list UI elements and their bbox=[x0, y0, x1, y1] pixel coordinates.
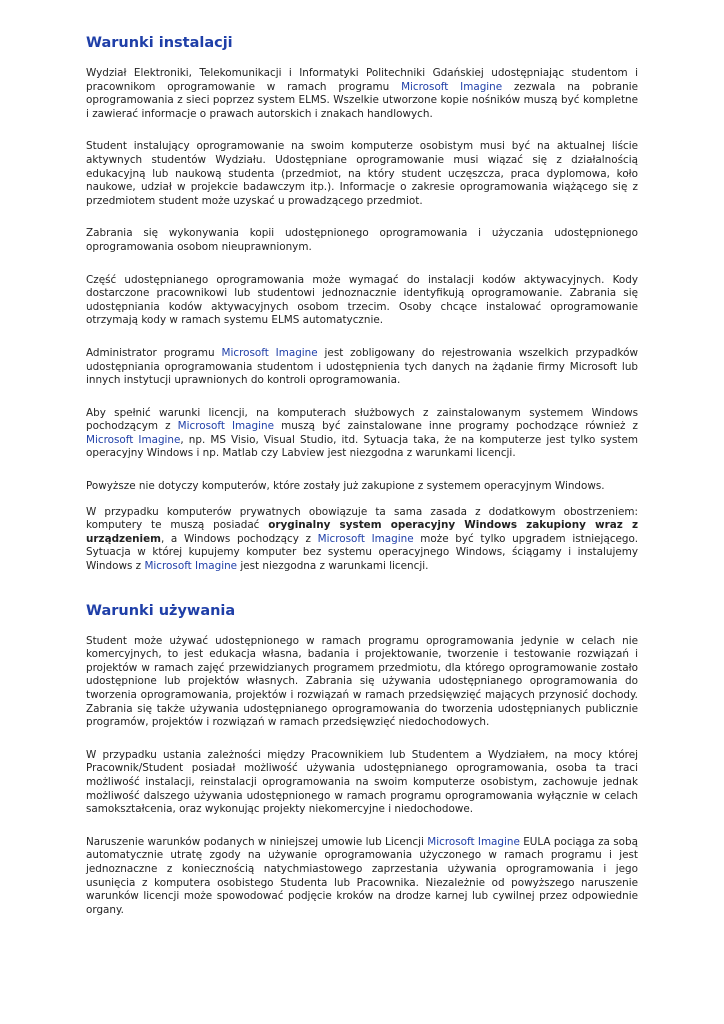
install-heading: Warunki instalacji bbox=[86, 35, 233, 51]
microsoft-imagine-link[interactable]: Microsoft Imagine bbox=[86, 433, 181, 446]
paragraph-text: Wydział Elektroniki, Telekomunikacji i Informatyki Politechniki Gdańskiej udostępniając studentom i pracownikom oprogramowanie w ramach programu bbox=[86, 67, 638, 93]
microsoft-imagine-link[interactable]: Microsoft Imagine bbox=[427, 835, 520, 848]
document-page bbox=[86, 34, 638, 936]
paragraph-text: jest zobligowany do rejestrowania wszelkich przypadków udostępniania oprogramowania studentom i udostępnienia tych danych na żądanie firmy Microsoft lub innych instytucji uprawnionych do kontroli oprogramowania. bbox=[86, 346, 638, 387]
paragraph-text: EULA pociąga za sobą automatycznie utratę zgody na używanie oprogramowania użyczonego w ramach programu i jest jednoznaczne z koniecznością natychmiastowego zaprzestania używania oprogramowania i jego usunięcia z komputera osobistego Studenta lub Pracownika. Niezależnie od powyższego naruszenie warunków licencji może spowodować podjęcie kroków na drodze karnej lub cywilnej przez odpowiednie organy. bbox=[86, 835, 638, 916]
paragraph-text: Aby spełnić warunki licencji, na komputerach służbowych z zainstalowanym systemem Windows pochodzącym z bbox=[86, 406, 638, 433]
paragraph-text: W przypadku ustania zależności między Pracownikiem lub Studentem a Wydziałem, na mocy której Pracownik/Student posiadał możliwość używania udostępnianego oprogramowania, osoba ta traci możliwość instalacji, reinstalacji oprogramowania na swoim komputerze osobistym, zachowuje jednak możliwość dalszego używania udostępnionego w ramach programu oprogramowania wyłącznie w celach samokształcenia, oraz wykonując projekty niekomercyjne i niedochodowe. bbox=[86, 748, 638, 816]
paragraph-text: , np. MS Visio, Visual Studio, itd. Sytuacja taka, że na komputerze jest tylko system operacyjny Windows i np. Matlab czy Labview jest niezgodna z warunkami licencji. bbox=[86, 433, 638, 460]
emphasis-text: oryginalny system operacyjny Windows zakupiony wraz z urządzeniem bbox=[86, 519, 638, 545]
usage-paragraph-1 bbox=[86, 635, 638, 730]
microsoft-imagine-link[interactable]: Microsoft Imagine bbox=[401, 80, 503, 93]
paragraph-text: jest niezgodna z warunkami licencji. bbox=[237, 560, 429, 573]
microsoft-imagine-link[interactable]: Microsoft Imagine bbox=[177, 420, 274, 433]
install-paragraph-5 bbox=[86, 347, 638, 388]
usage-paragraph-3 bbox=[86, 836, 638, 918]
microsoft-imagine-link[interactable]: Microsoft Imagine bbox=[221, 346, 318, 359]
paragraph-text: Student instalujący oprogramowanie na swoim komputerze osobistym musi być na aktualnej liście aktywnych studentów Wydziału. Udostępniane oprogramowanie musi wiązać się z działalnością edukacyjną lub naukową studenta (przedmiot, na który student uczęszcza, praca dyplomowa, koło naukowe, udział w projekcie badawczym itp.). Informacje o zakresie oprogramowania wiążącego się z przedmiotem student może uzyskać u prowadzącego przedmiot. bbox=[86, 140, 638, 207]
paragraph-text: może być tylko upgradem istniejącego. Sytuacja w której kupujemy komputer bez systemu operacyjnego Windows, ściągamy i instalujemy Windows z bbox=[86, 532, 638, 573]
paragraph-text: Część udostępnianego oprogramowania może wymagać do instalacji kodów aktywacyjnych. Kody dostarczone pracownikowi lub studentowi jednoznacznie identyfikują oprogramowanie. Zabrania się udostępniania kodów aktywacyjnych osobom trzecim. Osoby chcące instalować oprogramowanie otrzymają kody w ramach systemu ELMS automatycznie. bbox=[86, 273, 638, 327]
paragraph-text: zezwala na pobranie oprogramowania z sieci poprzez system ELMS. Wszelkie utworzone kopie nośników muszą być kompletne i zawierać informacje o prawach autorskich i znakach handlowych. bbox=[86, 80, 638, 120]
install-paragraph-8 bbox=[86, 506, 638, 574]
install-paragraph-4 bbox=[86, 274, 638, 328]
microsoft-imagine-link[interactable]: Microsoft Imagine bbox=[317, 532, 414, 545]
usage-paragraph-2 bbox=[86, 749, 638, 817]
install-paragraph-3 bbox=[86, 227, 638, 254]
paragraph-text: Student może używać udostępnionego w ramach programu oprogramowania jedynie w celach nie komercyjnych, to jest edukacja własna, badania i projektowanie, tworzenie i testowanie rozwiązań i projektów w ramach zajęć przewidzianych programem przedmiotu, dla którego oprogramowanie zostało udostępnione lub projektów własnych. Zabrania się używania udostępnianego oprogramowania do tworzenia oprogramowania, projektów i rozwiązań w ramach przedsięwzięć mających przynosić dochody. Zabrania się także używania udostępnianego oprogramowania do tworzenia udostępnianych publicznie programów, projektów i rozwiązań w ramach przedsięwzięć niedochodowych. bbox=[86, 634, 638, 729]
install-paragraph-7 bbox=[86, 480, 638, 494]
paragraph-text: , a Windows pochodzący z bbox=[160, 532, 318, 545]
paragraph-text: Powyższe nie dotyczy komputerów, które zostały już zakupione z systemem operacyjnym Windows. bbox=[86, 480, 605, 493]
paragraph-text: Naruszenie warunków podanych w niniejszej umowie lub Licencji bbox=[86, 835, 428, 848]
microsoft-imagine-link[interactable]: Microsoft Imagine bbox=[144, 560, 238, 573]
paragraph-text: muszą być zainstalowane inne programy pochodzące również z bbox=[274, 420, 638, 433]
paragraph-text: Administrator programu bbox=[86, 346, 222, 359]
paragraph-text: Zabrania się wykonywania kopii udostępnionego oprogramowania i użyczania udostępnionego oprogramowania osobom nieuprawnionym. bbox=[86, 227, 638, 253]
install-paragraph-2 bbox=[86, 140, 638, 208]
install-paragraph-6 bbox=[86, 407, 638, 461]
usage-heading: Warunki używania bbox=[86, 602, 236, 619]
install-paragraph-1 bbox=[86, 67, 638, 121]
paragraph-text: W przypadku komputerów prywatnych obowiązuje ta sama zasada z dodatkowym obostrzeniem: komputery te muszą posiadać bbox=[86, 505, 638, 532]
